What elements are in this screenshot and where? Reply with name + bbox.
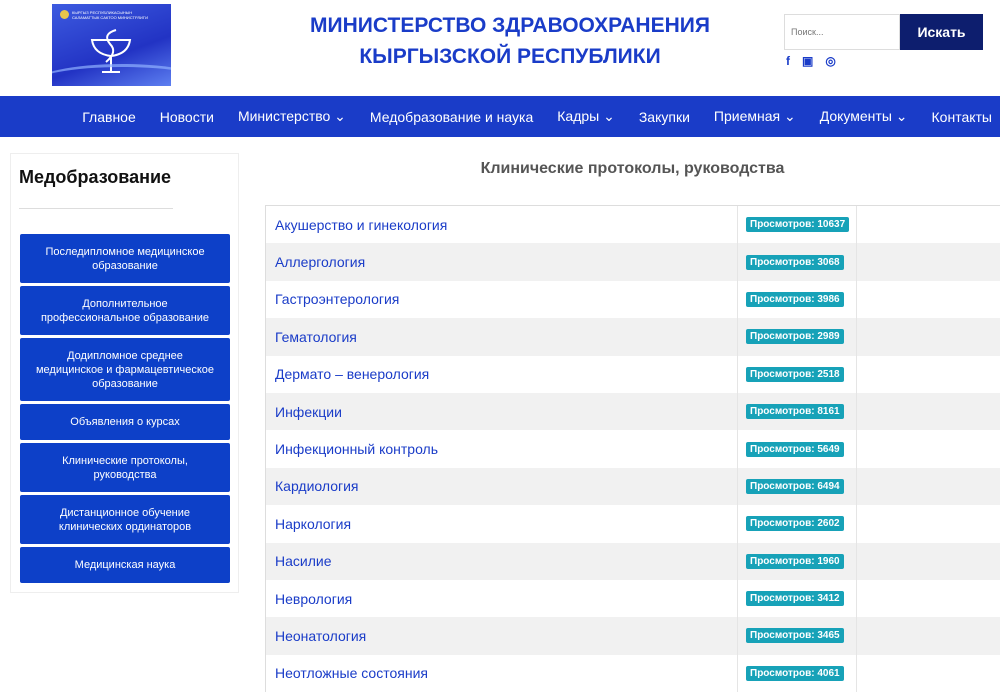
- views-cell: [737, 318, 857, 355]
- protocols-table: [265, 205, 1000, 692]
- views-cell: [737, 543, 857, 580]
- nav-procurement[interactable]: Закупки: [638, 108, 690, 125]
- table-row: [266, 468, 1000, 505]
- ministry-logo[interactable]: [52, 4, 171, 86]
- views-badge: Просмотров: 8161: [746, 404, 844, 419]
- nav-contacts[interactable]: Контакты: [931, 108, 992, 125]
- views-badge: Просмотров: 1960: [746, 554, 844, 569]
- nav-education[interactable]: Медобразование и наука: [369, 108, 534, 125]
- protocol-link[interactable]: Неврология: [275, 590, 353, 607]
- protocol-link[interactable]: Аллергология: [275, 254, 366, 271]
- views-cell: [737, 468, 857, 505]
- views-cell: [737, 243, 857, 280]
- views-badge: Просмотров: 2518: [746, 367, 844, 382]
- views-badge: Просмотров: 3068: [746, 255, 844, 270]
- emblem-icon: [60, 10, 69, 19]
- views-badge: Просмотров: 3465: [746, 628, 844, 643]
- title-line-1: МИНИСТЕРСТВО ЗДРАВООХРАНЕНИЯ: [310, 14, 710, 37]
- table-row: [266, 318, 1000, 355]
- views-cell: [737, 356, 857, 393]
- protocol-link[interactable]: Инфекции: [275, 403, 342, 420]
- views-badge: Просмотров: 5649: [746, 442, 844, 457]
- protocol-link[interactable]: Гематология: [275, 328, 357, 345]
- instagram-icon[interactable]: ◎: [825, 54, 836, 68]
- sidebar-item[interactable]: Медицинская наука: [20, 547, 230, 583]
- header: [0, 0, 1000, 96]
- views-cell: [737, 281, 857, 318]
- table-row: [266, 617, 1000, 654]
- table-row: [266, 505, 1000, 542]
- logo-text: КЫРГЫЗ РЕСПУБЛИКАСЫНЫН САЛАМАТТЫК САКТОО МИНИСТРЛИГИ: [72, 10, 148, 20]
- views-cell: [737, 430, 857, 467]
- views-cell: [737, 393, 857, 430]
- table-row: [266, 430, 1000, 467]
- views-badge: Просмотров: 6494: [746, 479, 844, 494]
- nav-reception[interactable]: Приемная ⌄: [713, 108, 796, 124]
- views-cell: [737, 206, 857, 243]
- main-nav: [0, 96, 1000, 137]
- views-badge: Просмотров: 2602: [746, 516, 844, 531]
- facebook-icon[interactable]: f: [786, 54, 790, 68]
- social-links: [786, 54, 836, 68]
- sidebar-item[interactable]: Додипломное среднее медицинское и фармацевтическое образование: [20, 338, 230, 401]
- sidebar-item-active[interactable]: Клинические протоколы, руководства: [20, 443, 230, 492]
- nav-staff[interactable]: Кадры ⌄: [557, 108, 615, 124]
- page-title: Клинические протоколы, руководства: [480, 160, 785, 177]
- table-row: [266, 243, 1000, 280]
- nav-home[interactable]: Главное: [82, 108, 136, 125]
- table-row: [266, 543, 1000, 580]
- sidebar-title: Медобразование: [19, 167, 172, 187]
- sidebar-item[interactable]: Последипломное медицинское образование: [20, 234, 230, 283]
- protocol-link[interactable]: Насилие: [275, 553, 332, 570]
- sidebar-item[interactable]: Дистанционное обучение клинических ординаторов: [20, 495, 230, 544]
- views-cell: [737, 617, 857, 654]
- nav-ministry[interactable]: Министерство ⌄: [237, 108, 346, 124]
- table-row: [266, 393, 1000, 430]
- nav-documents[interactable]: Документы ⌄: [819, 108, 908, 124]
- divider: [19, 208, 173, 209]
- protocol-link[interactable]: Дермато – венерология: [275, 366, 430, 383]
- views-cell: [737, 505, 857, 542]
- site-title: [260, 10, 760, 72]
- sidebar-item[interactable]: Объявления о курсах: [20, 404, 230, 440]
- search-input[interactable]: [784, 14, 900, 50]
- protocol-link[interactable]: Гастроэнтерология: [275, 291, 400, 308]
- views-badge: Просмотров: 4061: [746, 666, 844, 681]
- youtube-icon[interactable]: ▣: [802, 54, 814, 68]
- views-cell: [737, 655, 857, 692]
- views-badge: Просмотров: 2989: [746, 329, 844, 344]
- views-cell: [737, 580, 857, 617]
- table-row: [266, 356, 1000, 393]
- protocol-link[interactable]: Кардиология: [275, 478, 359, 495]
- protocol-link[interactable]: Инфекционный контроль: [275, 441, 439, 458]
- protocol-link[interactable]: Неотложные состояния: [275, 665, 428, 682]
- search-button[interactable]: Искать: [900, 14, 983, 50]
- views-badge: Просмотров: 3412: [746, 591, 844, 606]
- views-badge: Просмотров: 10637: [746, 217, 849, 232]
- table-row: [266, 580, 1000, 617]
- nav-news[interactable]: Новости: [159, 108, 214, 125]
- protocol-link[interactable]: Акушерство и гинекология: [275, 216, 448, 233]
- table-row: [266, 655, 1000, 692]
- protocol-link[interactable]: Неонатология: [275, 627, 367, 644]
- title-line-2: КЫРГЫЗСКОЙ РЕСПУБЛИКИ: [359, 45, 661, 68]
- views-badge: Просмотров: 3986: [746, 292, 844, 307]
- protocol-link[interactable]: Наркология: [275, 515, 352, 532]
- table-row: [266, 281, 1000, 318]
- table-row: [266, 206, 1000, 243]
- sidebar: [10, 153, 239, 593]
- search-form: [784, 14, 983, 50]
- sidebar-item[interactable]: Дополнительное профессиональное образование: [20, 286, 230, 335]
